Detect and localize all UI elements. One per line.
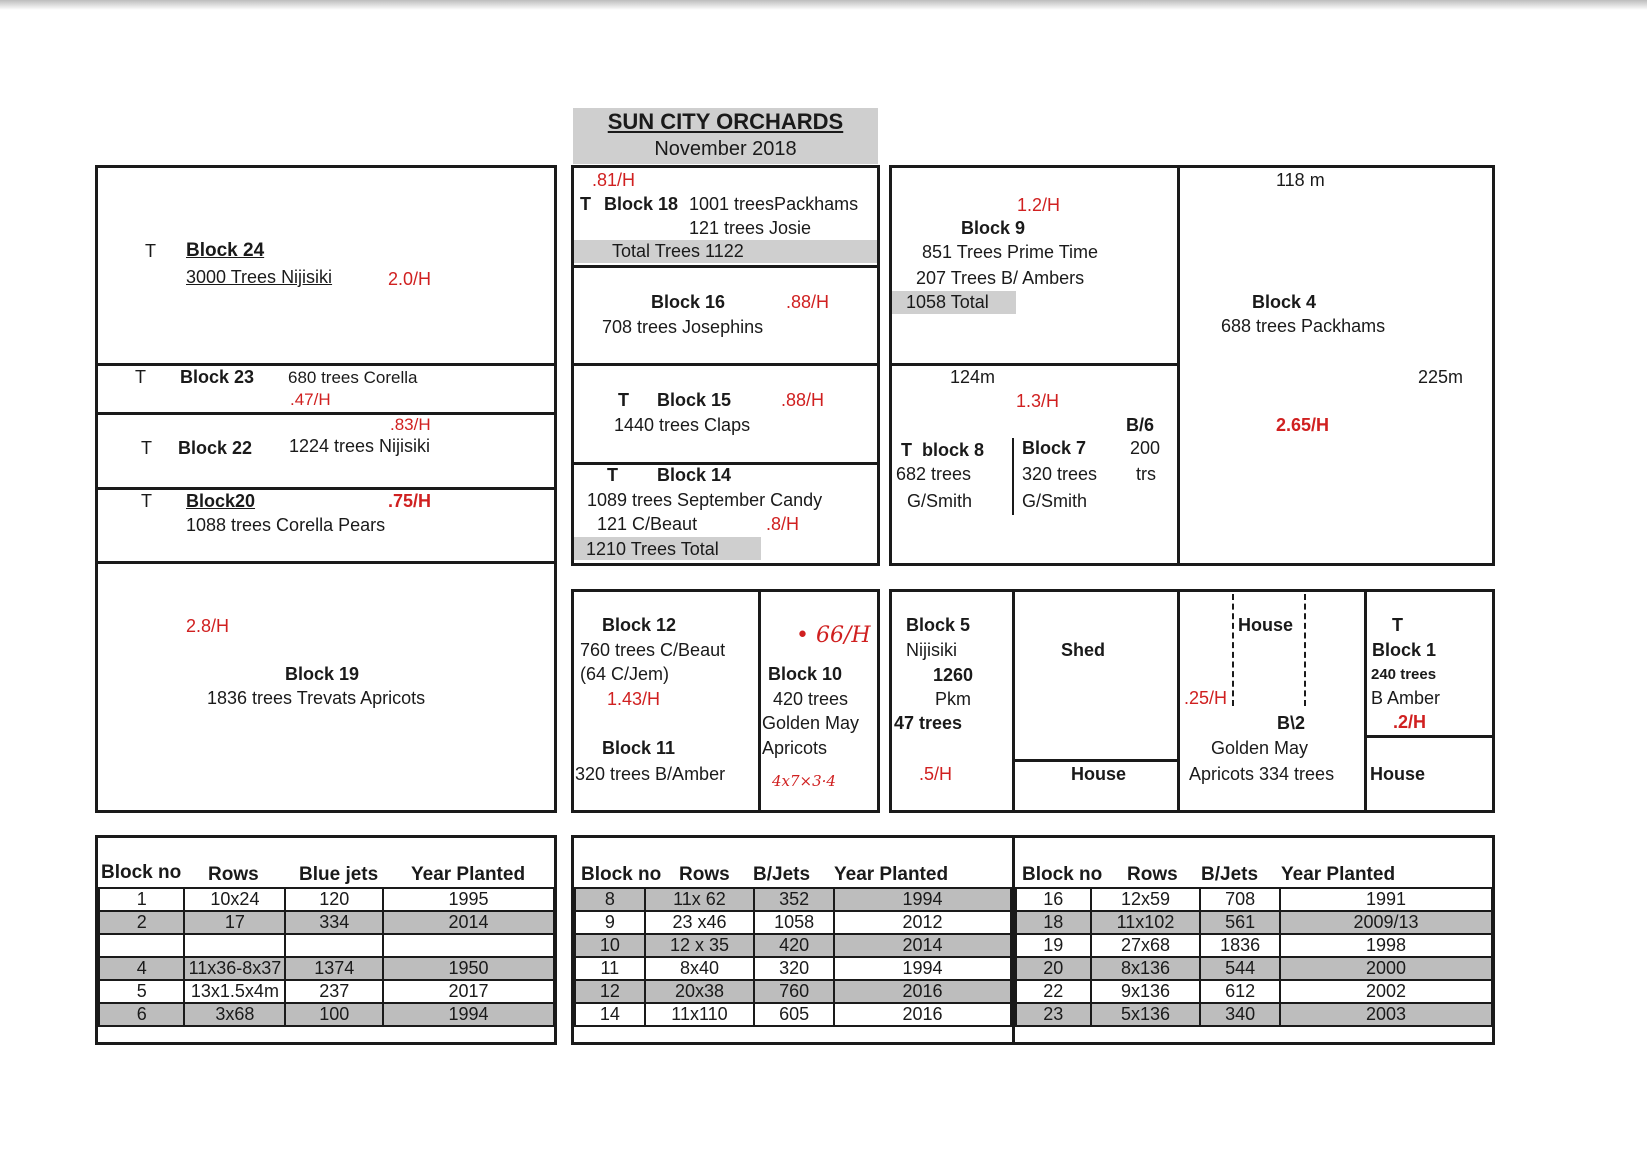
divider [571,265,880,268]
title-text: SUN CITY ORCHARDS [607,109,844,134]
block-name: Block 16 [651,292,726,312]
title-date: November 2018 [654,138,797,160]
divider [95,363,557,366]
block-trees-1: 760 trees C/Beaut [580,640,726,660]
divider [95,561,557,564]
table-cell: 334 [285,911,383,934]
table-cell: 760 [754,980,834,1003]
table-cell: 11 [575,957,645,980]
table-row [575,1003,1011,1026]
table3-header-rows: Rows [1127,864,1178,885]
tag-t: T [580,194,591,214]
block-trees-2: 207 Trees B/ Ambers [916,268,1085,288]
block-trees: 320 trees [1022,464,1098,484]
block-total: Total Trees 1122 [612,241,744,261]
block-trees-1: 851 Trees Prime Time [922,242,1099,262]
block-name: B\2 [1277,713,1306,733]
block-trees-1: 1001 treesPackhams [689,194,859,214]
table3-header-jets: B/Jets [1201,864,1259,885]
tag-t: T [1392,615,1403,635]
block-trees-2: (64 C/Jem) [580,664,670,684]
table-cell: 2003 [1280,1003,1492,1026]
table-cell: 237 [285,980,383,1003]
block-name: Block 10 [768,664,843,684]
table-cell: 2012 [834,911,1011,934]
table-row [1016,934,1492,957]
table-cell: 120 [285,888,383,911]
divider [889,363,1179,366]
table-cell: 1058 [754,911,834,934]
block-variety: B Amber [1371,688,1441,708]
block-name: Block 7 [1022,438,1087,458]
table-row [1016,980,1492,1003]
table-cell: 2016 [834,1003,1011,1026]
block-trees-2: 121 C/Beaut [597,514,698,534]
table-cell: 320 [754,957,834,980]
table-cell: 1991 [1280,888,1492,911]
block-name: Block 12 [602,615,677,635]
table-row [575,980,1011,1003]
table-cell: 2 [99,911,184,934]
table-row [99,980,554,1003]
dimension-top: 118 m [1276,170,1325,190]
table-row [1016,911,1492,934]
block-variety: G/Smith [907,491,973,511]
table-cell: 27x68 [1091,934,1201,957]
divider [95,487,557,490]
block-name: Block 22 [178,438,253,458]
table-cell: 5 [99,980,184,1003]
block-rate: .8/H [766,514,800,534]
table-cell: 11x110 [645,1003,755,1026]
table-cell: 4 [99,957,184,980]
table-cell: 2016 [834,980,1011,1003]
block-rate: .25/H [1184,688,1228,708]
table-cell: 10 [575,934,645,957]
block-trees: 708 trees Josephins [602,317,764,337]
block-rate: 1.3/H [1016,391,1060,411]
table-cell: 9x136 [1091,980,1201,1003]
block-unit: trs [1136,464,1156,484]
planting-table-2 [574,887,1012,1027]
table-cell: 12x59 [1091,888,1201,911]
table-cell: 2017 [383,980,554,1003]
block-trees: 688 trees Packhams [1221,316,1386,336]
table-row [575,934,1011,957]
block-name: B/6 [1126,415,1155,435]
table-row [99,1003,554,1026]
house-label: House [1370,764,1426,784]
block-name: block 8 [922,440,985,460]
table-cell: 19 [1016,934,1091,957]
divider [95,412,557,415]
block-variety-2: Apricots [762,738,828,758]
table-cell: 3x68 [184,1003,285,1026]
table1-header-jets: Blue jets [299,864,379,885]
block-variety: G/Smith [1022,491,1088,511]
table-cell: 9 [575,911,645,934]
block-trees: 1440 trees Claps [614,415,751,435]
table-cell: 1950 [383,957,554,980]
tag-t: T [135,367,146,387]
table2-header-rows: Rows [679,864,730,885]
table-cell: 14 [575,1003,645,1026]
table-cell: 1994 [383,1003,554,1026]
table-cell: 612 [1200,980,1280,1003]
table-cell: 23 [1016,1003,1091,1026]
table-row [575,911,1011,934]
table-cell: 20 [1016,957,1091,980]
block-rate: • 66/H [796,623,871,648]
table-row [1016,957,1492,980]
block-trees: 3000 Trees Nijisiki [186,267,333,287]
tag-t: T [901,440,912,460]
block-name: Block 19 [285,664,360,684]
block-name: Block20 [186,491,256,511]
block-rate: .2/H [1393,712,1427,732]
block-rate: 2.8/H [186,616,230,636]
table-cell: 23 x46 [645,911,755,934]
tag-t: T [607,465,618,485]
table-row [99,888,554,911]
table-cell: 340 [1200,1003,1280,1026]
block-trees: Apricots 334 trees [1189,764,1335,784]
table-cell: 2014 [834,934,1011,957]
table-cell: 8x136 [1091,957,1201,980]
divider [1177,589,1180,813]
table-cell: 561 [1200,911,1280,934]
block-rate: .83/H [390,415,431,434]
table-cell: 1994 [834,888,1011,911]
table-row [99,911,554,934]
table-cell: 11x36-8x37 [184,957,285,980]
divider [1012,589,1015,813]
table-cell: 10x24 [184,888,285,911]
table3-header-year: Year Planted [1281,864,1396,885]
block-trees: 320 trees B/Amber [575,764,726,784]
table-cell: 605 [754,1003,834,1026]
block-trees-1: 1089 trees September Candy [587,490,823,510]
table-cell: 2009/13 [1280,911,1492,934]
table-cell: 8 [575,888,645,911]
block-rate: .47/H [290,390,331,409]
table-cell: 8x40 [645,957,755,980]
block-name: Block 9 [961,218,1026,238]
table-cell: 1 [99,888,184,911]
table-row [575,888,1011,911]
table-cell: 1998 [1280,934,1492,957]
tag-t: T [141,491,152,511]
table2-header-year: Year Planted [834,864,949,885]
block-variety-2: Pkm [935,689,971,709]
block-trees: 682 trees [896,464,972,484]
table2-header-jets: B/Jets [753,864,811,885]
block-name: Block 24 [186,240,265,261]
block-trees: 1836 trees Trevats Apricots [207,688,426,708]
block-name: Block 15 [657,390,732,410]
table-cell: 20x38 [645,980,755,1003]
house-label: House [1238,615,1294,635]
table-cell: 544 [1200,957,1280,980]
table-cell: 1994 [834,957,1011,980]
block-variety: Golden May [1211,738,1309,758]
table-cell: 2002 [1280,980,1492,1003]
block-rate: .88/H [786,292,830,312]
table-row [1016,1003,1492,1026]
block-rate: 1.43/H [607,689,661,709]
table-cell: 12 [575,980,645,1003]
block-trees: 1088 trees Corella Pears [186,515,386,535]
table-cell: 2014 [383,911,554,934]
block-variety-1: Golden May [762,713,860,733]
table-cell [99,934,184,957]
block-rate: .5/H [919,764,953,784]
divider [1364,589,1367,813]
block-trees: 420 trees [773,689,849,709]
table-cell: 16 [1016,888,1091,911]
table-row [1016,888,1492,911]
block-trees-2: 47 trees [894,713,963,733]
table1-header-rows: Rows [208,864,259,885]
table-cell: 12 x 35 [645,934,755,957]
block-rate: 2.0/H [388,269,432,289]
block-trees-2: 121 trees Josie [689,218,812,238]
dimension-side: 225m [1418,367,1464,387]
block-trees: 200 [1130,438,1161,458]
table-cell: 5x136 [1091,1003,1201,1026]
table-row [575,957,1011,980]
table-cell [184,934,285,957]
table-cell: 100 [285,1003,383,1026]
table-cell: 352 [754,888,834,911]
table-row [99,957,554,980]
page-title [573,108,878,164]
paper-edge [0,0,1647,10]
table-cell: 1995 [383,888,554,911]
block-trees-1: 1260 [933,665,974,685]
block-rate: 2.65/H [1276,415,1330,435]
handwritten-note: 4x7×3·4 [772,772,836,790]
block-variety: Nijisiki [906,640,957,660]
block-name: Block 23 [180,367,255,387]
block-rate: 1.2/H [1017,195,1061,215]
table-cell [383,934,554,957]
dimension: 124m [950,367,996,387]
block-rate: .81/H [592,170,636,190]
block-name: Block 5 [906,615,971,635]
planting-table-3 [1015,887,1493,1027]
table-cell: 11x 62 [645,888,755,911]
table-row [99,934,554,957]
block-name: Block 18 [604,194,679,214]
block-trees: 240 trees [1371,666,1437,683]
house-outline [1232,594,1306,706]
block-name: Block 4 [1252,292,1317,312]
table3-header-block: Block no [1022,864,1103,885]
table-cell: 22 [1016,980,1091,1003]
tag-t: T [145,241,156,261]
block-rate: .75/H [388,491,432,511]
table-cell: 1374 [285,957,383,980]
divider [1012,438,1014,515]
table-cell [285,934,383,957]
table1-header-block: Block no [101,862,182,883]
planting-table-1 [98,887,555,1027]
table2-header-block: Block no [581,864,662,885]
block-trees: 680 trees Corella [288,368,418,387]
table-cell: 17 [184,911,285,934]
table-cell: 420 [754,934,834,957]
table-cell: 708 [1200,888,1280,911]
block-total: 1058 Total [906,292,989,312]
block-rate: .88/H [781,390,825,410]
table-cell: 6 [99,1003,184,1026]
block-name: Block 14 [657,465,732,485]
divider [1364,735,1495,738]
table-cell: 1836 [1200,934,1280,957]
block-trees: 1224 trees Nijisiki [289,436,431,456]
divider [571,363,880,366]
table-cell: 13x1.5x4m [184,980,285,1003]
table1-header-year: Year Planted [411,864,526,885]
table-cell: 18 [1016,911,1091,934]
table-cell: 2000 [1280,957,1492,980]
divider [1012,759,1179,762]
table-cell: 11x102 [1091,911,1201,934]
tag-t: T [618,390,629,410]
block-total: 1210 Trees Total [586,539,719,559]
shed-label: Shed [1061,640,1106,660]
block-name: Block 11 [602,738,676,758]
house-label: House [1071,764,1127,784]
block-name: Block 1 [1372,640,1437,660]
divider [758,589,761,813]
tag-t: T [141,438,152,458]
